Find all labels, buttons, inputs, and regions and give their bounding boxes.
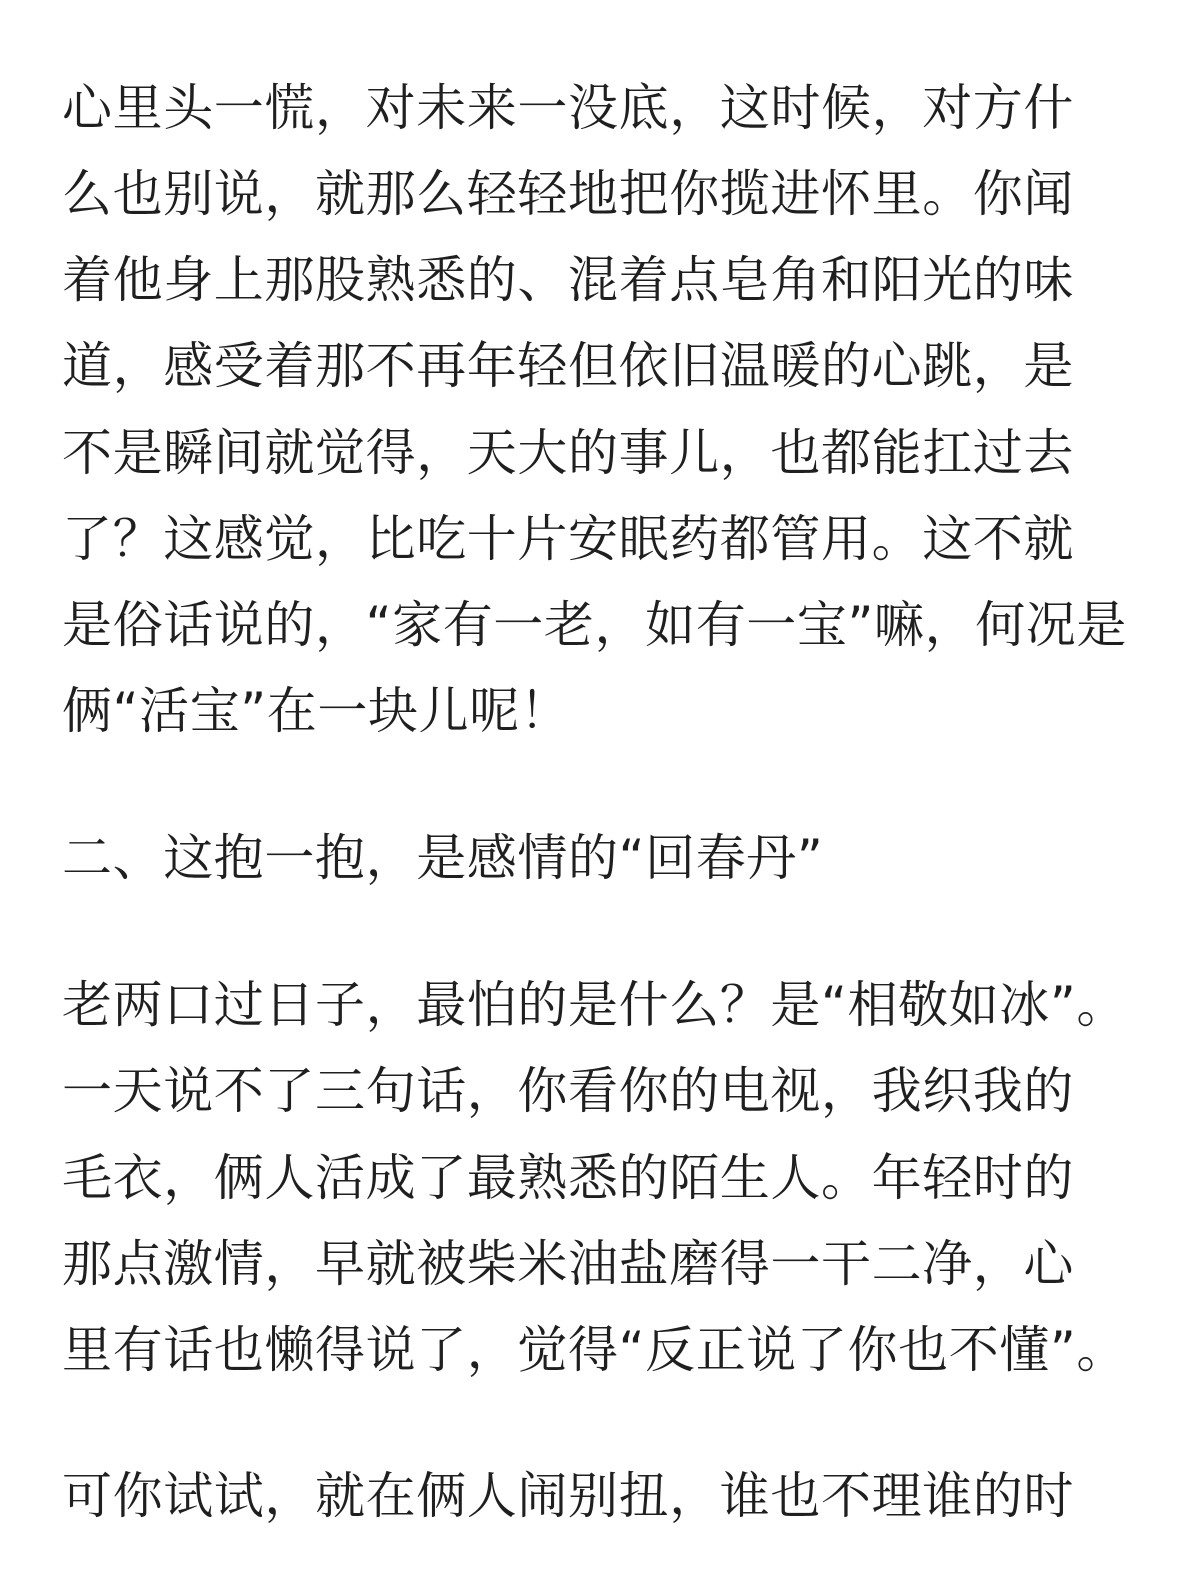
text-line: 不是瞬间就觉得，天大的事儿，也都能扛过去	[62, 424, 1074, 482]
section-heading: 二、这抱一抱，是感情的“回春丹”	[62, 829, 824, 887]
text-line: 老两口过日子，最怕的是什么？是“相敬如冰”。	[62, 976, 1128, 1034]
text-line: 俩“活宝”在一块儿呢！	[62, 682, 571, 740]
text-line: 里有话也懒得说了，觉得“反正说了你也不懂”。	[62, 1321, 1128, 1379]
text-line: 那点激情，早就被柴米油盐磨得一干二净，心	[62, 1235, 1074, 1293]
text-line: 一天说不了三句话，你看你的电视，我织我的	[62, 1062, 1074, 1120]
text-line: 毛衣，俩人活成了最熟悉的陌生人。年轻时的	[62, 1149, 1074, 1207]
text-line: 么也别说，就那么轻轻地把你揽进怀里。你闻	[62, 165, 1074, 223]
text-line: 了？这感觉，比吃十片安眠药都管用。这不就	[62, 510, 1074, 568]
text-line: 心里头一慌，对未来一没底，这时候，对方什	[62, 79, 1074, 137]
text-line: 是俗话说的，“家有一老，如有一宝”嘛，何况是	[62, 596, 1128, 654]
text-line: 道，感受着那不再年轻但依旧温暖的心跳，是	[62, 337, 1074, 395]
text-line: 着他身上那股熟悉的、混着点皂角和阳光的味	[62, 251, 1074, 309]
text-line: 可你试试，就在俩人闹别扭，谁也不理谁的时	[62, 1467, 1074, 1525]
